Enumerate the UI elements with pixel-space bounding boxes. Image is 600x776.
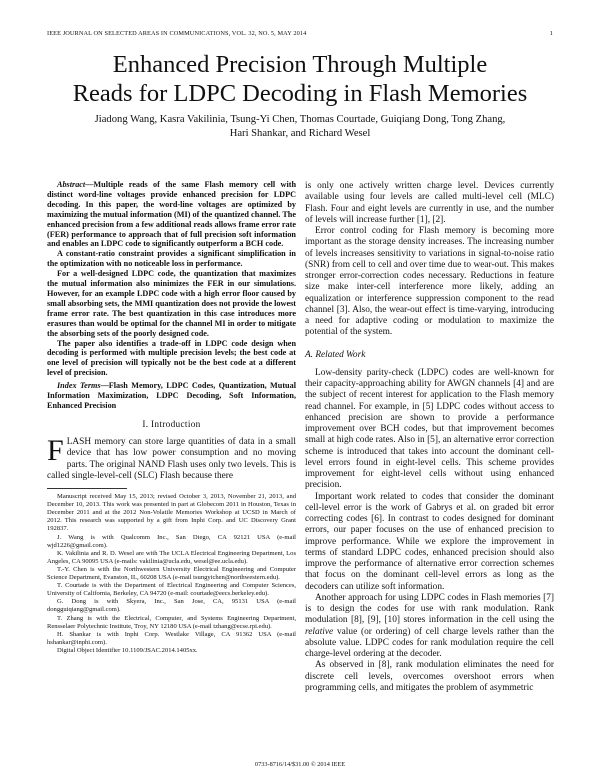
section-heading-introduction: I. Introduction [142, 419, 201, 430]
footnote-author: T.-Y. Chen is with the Northwestern University Electrical Engineering and Computer Science Department, Evanston, IL, 60208 USA (e-mail tsungyichen@northwestern.edu). [47, 565, 296, 582]
footnote-author: G. Dong is with Skyera, Inc., San Jose, CA, 95131 USA (e-mail dongguiqiang@gmail.com). [47, 598, 296, 614]
subsection-heading-related-work: A. Related Work [305, 349, 366, 360]
copyright-line: 0733-8716/14/$31.00 © 2014 IEEE [254, 761, 346, 768]
title-line-1: Enhanced Precision Through Multiple [112, 51, 488, 78]
introduction-paragraph [47, 434, 296, 482]
body-paragraph: is only one actively written charge level. Devices currently available using four levels are called multi-level cell (MLC) Flash. Four and eight levels are currently in use, and the number of levels will increase further [1], [2]. [305, 181, 554, 225]
abstract-paragraph-2: A constant-ratio constraint provides a significant simplification in the optimization with no noticeable loss in performance. [47, 249, 296, 269]
footnote-manuscript: Manuscript received May 15, 2013; revised October 3, 2013, November 21, 2013, and December 10, 2013. This work was presented in part at Globecom 2011 in Houston, Texas in December 2011 and at the 2012 Non-Volatile Memories Workshop at UCSD in March of 2012. This research was supported by a gift from Inphi Corp. and UC Discovery Grant 192837. [47, 493, 296, 533]
index-terms-label: Index Terms [57, 381, 101, 391]
footnote-author: T. Zhang is with the Electrical, Computer, and Systems Engineering Department, Rensselaer Polytechnic Institute, Troy, NY 12180 USA (e-mail tzhang@ecse.rpi.edu). [47, 614, 296, 630]
paper-title [40, 50, 560, 108]
footnotes [47, 493, 296, 655]
footnote-author: J. Wang is with Qualcomm Inc., San Diego, CA 92121 USA (e-mail wjd1226@gmail.com). [47, 533, 296, 549]
abstract-paragraph-4: The paper also identifies a trade-off in LDPC code design when decoding is performed with multiple precision levels; the best code at one level of precision will typically not be the best code at a different level of precision. [47, 338, 296, 378]
drop-cap: F [47, 434, 64, 468]
body-text: value (or ordering) of cell charge levels rather than the absolute value. LDPC codes for rank modulation require the cell charge-level ordering at the decoder. [305, 626, 554, 659]
journal-name: IEEE JOURNAL ON SELECTED AREAS IN COMMUNICATIONS, VOL. 32, NO. 5, MAY 2014 [47, 30, 307, 37]
abstract-label: Abstract [57, 180, 86, 189]
body-paragraph: Important work related to codes that consider the dominant cell-level error is the work of Gabrys et al. on graded bit error correcting codes [6]. In contrast to codes designed for dominant errors, our paper focuses on the use of enhanced precision to improve performance. While we explore the improvement in terms of standard LDPC codes, enhanced precision should also improve the performance of alternative error correction schemes that focus on the dominant cell-level errors as long as the decoders can utilize soft information. [305, 491, 554, 592]
footnote-doi: Digital Object Identifier 10.1109/JSAC.2014.1405xx. [57, 646, 198, 654]
emphasis-text: relative [305, 626, 334, 637]
footnote-author: H. Shankar is with Inphi Corp. Westlake Village, CA 91362 USA (e-mail hshankar@inphi.com). [47, 630, 296, 646]
body-paragraph: Error control coding for Flash memory is becoming more important as the storage density increases. The increasing number of levels increases sensitivity to variations in signal-to-noise ratio (SNR) from cell to cell and over time due to wear-out. This makes stronger error-correction codes necessary. Reductions in feature size make inter-cell interference more likely, adding an equalization or interference suppression component to the read channel [3]. Also, the wear-out effect is time-varying, introducing a need for adaptive coding or modulation to maximize the potential of the system. [305, 226, 554, 338]
drop-cap-word-rest: LASH [66, 437, 92, 448]
right-column [305, 181, 554, 694]
abstract-paragraph-1: —Multiple reads of the same Flash memory cell with distinct word-line voltages provide enhanced precision for LDPC decoding. In this paper, the word-line voltages are optimized by maximizing the mutual information (MI) of the quantized channel. The enhanced precision from a few additional reads allows frame error rate (FER) performance to approach that of full precision soft information and enables an LDPC code to significantly outperform a BCH code. [47, 180, 296, 249]
footnote-author: T. Courtade is with the Department of Electrical Engineering and Computer Sciences, University of California, Berkeley, CA 94720 (e-mail: courtade@eecs.berkeley.edu). [47, 582, 296, 598]
running-head [47, 30, 553, 40]
body-text: Another approach for using LDPC codes in Flash memories [7] is to design the codes for use with rank modulation. Rank modulation [8], [9], [10] stores information in the cell using the [305, 592, 554, 626]
footnote-author: K. Vakilinia and R. D. Wesel are with The UCLA Electrical Engineering Department, Los Angeles, CA 90095 USA (e-mails: vakilinia@ucla.edu, wesel@ee.ucla.edu). [47, 549, 296, 565]
authors-line-1: Jiadong Wang, Kasra Vakilinia, Tsung-Yi Chen, Thomas Courtade, Guiqiang Dong, Tong Zhang, [94, 114, 506, 125]
abstract-paragraph-3: For a well-designed LDPC code, the quantization that maximizes the mutual information also minimizes the FER in our simulations. However, for an example LDPC code with a high error floor caused by small absorbing sets, the MMI quantization does not provide the lowest frame error rate. The best quantization in this case introduces more erasures than would be optimal for the channel MI in order to mitigate the absorbing sets of the poorly designed code. [47, 269, 296, 338]
author-list [60, 113, 540, 140]
page-number: 1 [549, 30, 553, 37]
body-paragraph [305, 593, 554, 661]
abstract [47, 180, 296, 411]
footnote-divider [47, 488, 127, 489]
body-paragraph: As observed in [8], rank modulation eliminates the need for discrete cell levels, overcomes overshoot errors when programming cells, and mitigates the problem of asymmetric [305, 660, 554, 693]
introduction-text: memory can store large quantities of data in a small device that has low power consumption and no moving parts. The original NAND Flash uses only two levels. This is called single-level-cell (SLC) Flash because there [47, 437, 296, 481]
title-line-2: Reads for LDPC Decoding in Flash Memories [72, 80, 528, 107]
body-paragraph: Low-density parity-check (LDPC) codes are well-known for their capacity-approaching ability for AWGN channels [4] and are the subject of recent interest for application to the Flash memory read channel. For example, in [5] LDPC codes without access to enhanced precision are shown to provide a performance improvement over BCH codes, but that improvement becomes small at high code rates. Also in [5], an alternative error correction scheme is introduced that takes into account the dominant cell-level errors found in eight-level cells. This scheme provides improvement for eight-level cells without using enhanced precision. [305, 367, 554, 491]
index-terms-text: —Flash Memory, LDPC Codes, Quantization, Mutual Information Maximization, LDPC Decoding, Soft Information, Enhanced Precision [47, 381, 296, 410]
authors-line-2: Hari Shankar, and Richard Wesel [229, 127, 371, 139]
left-column [47, 180, 296, 655]
